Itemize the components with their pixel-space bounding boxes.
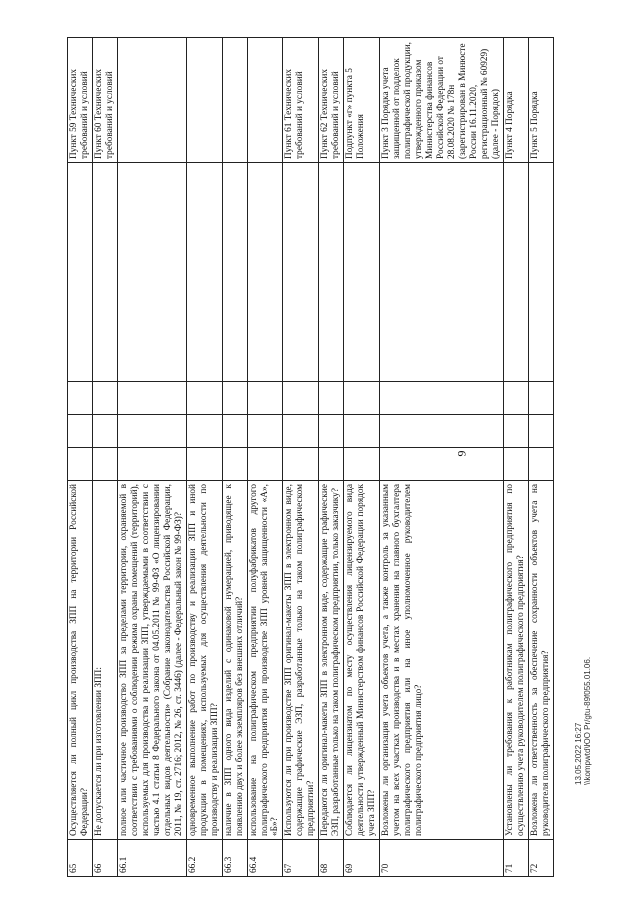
table-row bbox=[344, 38, 380, 877]
table-row bbox=[247, 38, 283, 877]
answer-yes-cell bbox=[283, 448, 319, 481]
answer-no-cell bbox=[380, 415, 504, 448]
answer-na-cell bbox=[68, 382, 93, 415]
table-row bbox=[503, 38, 528, 877]
table-row bbox=[117, 38, 186, 877]
row-number: 66.4 bbox=[247, 840, 283, 877]
row-question: одновременное выполнение работ по производству и реализации ЗПП и иной продукции в помещениях, используемых для осуществления деятельности по производству и реализации ЗПП? bbox=[186, 481, 222, 840]
page-number: 9 bbox=[454, 450, 469, 457]
row-number: 71 bbox=[503, 840, 528, 877]
table-row bbox=[222, 38, 247, 877]
answer-no-cell bbox=[247, 415, 283, 448]
answer-no-cell bbox=[92, 415, 117, 448]
row-reference: Подпункт «г» пункта 5 Положения bbox=[344, 38, 380, 163]
note-cell bbox=[380, 163, 504, 382]
row-reference bbox=[186, 38, 222, 163]
answer-na-cell bbox=[503, 382, 528, 415]
row-reference: Пункт 60 Технических требований и условий bbox=[92, 38, 117, 163]
footer-path: \\kompwtd\ЮО Pr/gtu-89f055.01.06. bbox=[583, 656, 592, 785]
answer-na-cell bbox=[283, 382, 319, 415]
table-row bbox=[380, 38, 504, 877]
answer-na-cell bbox=[92, 382, 117, 415]
answer-no-cell bbox=[528, 415, 553, 448]
note-cell bbox=[247, 163, 283, 382]
row-question: Не допускается ли при изготовлении ЗПП: bbox=[92, 481, 117, 840]
row-reference: Пункт 5 Порядка bbox=[528, 38, 553, 163]
note-cell bbox=[222, 163, 247, 382]
row-question: использование на полиграфическом предприятии полуфабрикатов другого полиграфического предприятия при производстве ЗПП уровней защищенности «А», «Б»? bbox=[247, 481, 283, 840]
row-reference: Пункт 59 Технических требований и условий bbox=[68, 38, 93, 163]
row-reference bbox=[117, 38, 186, 163]
answer-yes-cell bbox=[247, 448, 283, 481]
answer-yes-cell bbox=[92, 448, 117, 481]
note-cell bbox=[117, 163, 186, 382]
row-reference: Пункт 3 Порядка учета защищенной от подделок полиграфической продукции, утвержденного приказом Министерства финансов Российской Федерации от 28.08.2020 № 178н (зарегистрирован в Минюсте России 16.11.2020, регистрационный № 60929) (далее - Порядок) bbox=[380, 38, 504, 163]
table-row bbox=[319, 38, 344, 877]
answer-no-cell bbox=[344, 415, 380, 448]
note-cell bbox=[503, 163, 528, 382]
row-reference bbox=[222, 38, 247, 163]
answer-yes-cell bbox=[344, 448, 380, 481]
note-cell bbox=[68, 163, 93, 382]
row-reference bbox=[247, 38, 283, 163]
row-reference: Пункт 62 Технических требований и условий bbox=[319, 38, 344, 163]
note-cell bbox=[186, 163, 222, 382]
note-cell bbox=[319, 163, 344, 382]
note-cell bbox=[528, 163, 553, 382]
answer-yes-cell bbox=[117, 448, 186, 481]
row-number: 66.3 bbox=[222, 840, 247, 877]
print-footer bbox=[574, 656, 592, 785]
row-question: Возложена ли ответственность за обеспечение сохранности объектов учета на руководителя полиграфического предприятия? bbox=[528, 481, 553, 840]
row-question: Возложены ли организация учета объектов учета, а также контроль за указанным учетом на всех участках производства и в местах хранения на главного бухгалтера полиграфического предприятия или на иное уполномоченное руководителем полиграфического предприятия лицо? bbox=[380, 481, 504, 840]
row-number: 66.1 bbox=[117, 840, 186, 877]
answer-na-cell bbox=[186, 382, 222, 415]
row-number: 72 bbox=[528, 840, 553, 877]
row-question: Осуществляется ли полный цикл производства ЗПП на территории Российской Федерации? bbox=[68, 481, 93, 840]
answer-yes-cell bbox=[222, 448, 247, 481]
row-question: Соблюдается ли лицензиатом по месту осуществления лицензируемого вида деятельности утвержденный Министерством финансов Российской Федерации порядок учета ЗПП? bbox=[344, 481, 380, 840]
answer-yes-cell bbox=[186, 448, 222, 481]
row-number: 66.2 bbox=[186, 840, 222, 877]
row-question: Установлены ли требования к работникам полиграфического предприятия по осуществлению учета руководителем полиграфического предприятия? bbox=[503, 481, 528, 840]
row-number: 70 bbox=[380, 840, 504, 877]
answer-yes-cell bbox=[380, 448, 504, 481]
answer-na-cell bbox=[528, 382, 553, 415]
checklist-table bbox=[67, 37, 554, 877]
table-row bbox=[528, 38, 553, 877]
answer-yes-cell bbox=[319, 448, 344, 481]
footer-timestamp: 13.05.2022 16:27 bbox=[574, 722, 583, 785]
answer-no-cell bbox=[117, 415, 186, 448]
answer-no-cell bbox=[503, 415, 528, 448]
answer-no-cell bbox=[68, 415, 93, 448]
answer-no-cell bbox=[319, 415, 344, 448]
table-row bbox=[68, 38, 93, 877]
row-question: Используются ли при производстве ЗПП оригинал-макеты ЗПП в электронном виде, содержащие графические ЭЗП, разработанные только на таком полиграфическом предприятии? bbox=[283, 481, 319, 840]
rotated-page bbox=[67, 41, 553, 877]
row-reference: Пункт 61 Технических требований и условий bbox=[283, 38, 319, 163]
answer-no-cell bbox=[283, 415, 319, 448]
answer-yes-cell bbox=[68, 448, 93, 481]
answer-na-cell bbox=[380, 382, 504, 415]
row-number: 69 bbox=[344, 840, 380, 877]
row-question: полное или частичное производство ЗПП за пределами территории, охраняемой в соответствии с требованиями о соблюдении режима охраны помещений (территорий), используемых для производства и реализации ЗПП, утверждаемыми в соответствии с частью 4.1 статьи 8 Федерального закона от 04.05.2011 № 99-ФЗ «О лицензировании отдельных видов деятельности» (Собрание законодательства Российской Федерации, 2011, № 19, ст. 2716; 2012, № 26, ст. 3446) (далее - Федеральный закон № 99-ФЗ)? bbox=[117, 481, 186, 840]
note-cell bbox=[283, 163, 319, 382]
answer-na-cell bbox=[319, 382, 344, 415]
table-row bbox=[186, 38, 222, 877]
answer-na-cell bbox=[247, 382, 283, 415]
answer-yes-cell bbox=[528, 448, 553, 481]
note-cell bbox=[92, 163, 117, 382]
row-number: 66 bbox=[92, 840, 117, 877]
row-question: наличие в ЗПП одного вида изделий с одинаковой нумерацией, приводящее к появлению двух и более экземпляров без внешних отличий? bbox=[222, 481, 247, 840]
table-row bbox=[92, 38, 117, 877]
row-number: 67 bbox=[283, 840, 319, 877]
answer-na-cell bbox=[117, 382, 186, 415]
row-number: 65 bbox=[68, 840, 93, 877]
row-number: 68 bbox=[319, 840, 344, 877]
answer-na-cell bbox=[344, 382, 380, 415]
row-reference: Пункт 4 Порядка bbox=[503, 38, 528, 163]
answer-no-cell bbox=[222, 415, 247, 448]
table-row bbox=[283, 38, 319, 877]
answer-na-cell bbox=[222, 382, 247, 415]
note-cell bbox=[344, 163, 380, 382]
row-question: Передаются ли оригинал-макеты ЗПП в электронном виде, содержащие графические ЭЗП, разработанные только на таком полиграфическом предприятии, только заказчику? bbox=[319, 481, 344, 840]
answer-no-cell bbox=[186, 415, 222, 448]
answer-yes-cell bbox=[503, 448, 528, 481]
